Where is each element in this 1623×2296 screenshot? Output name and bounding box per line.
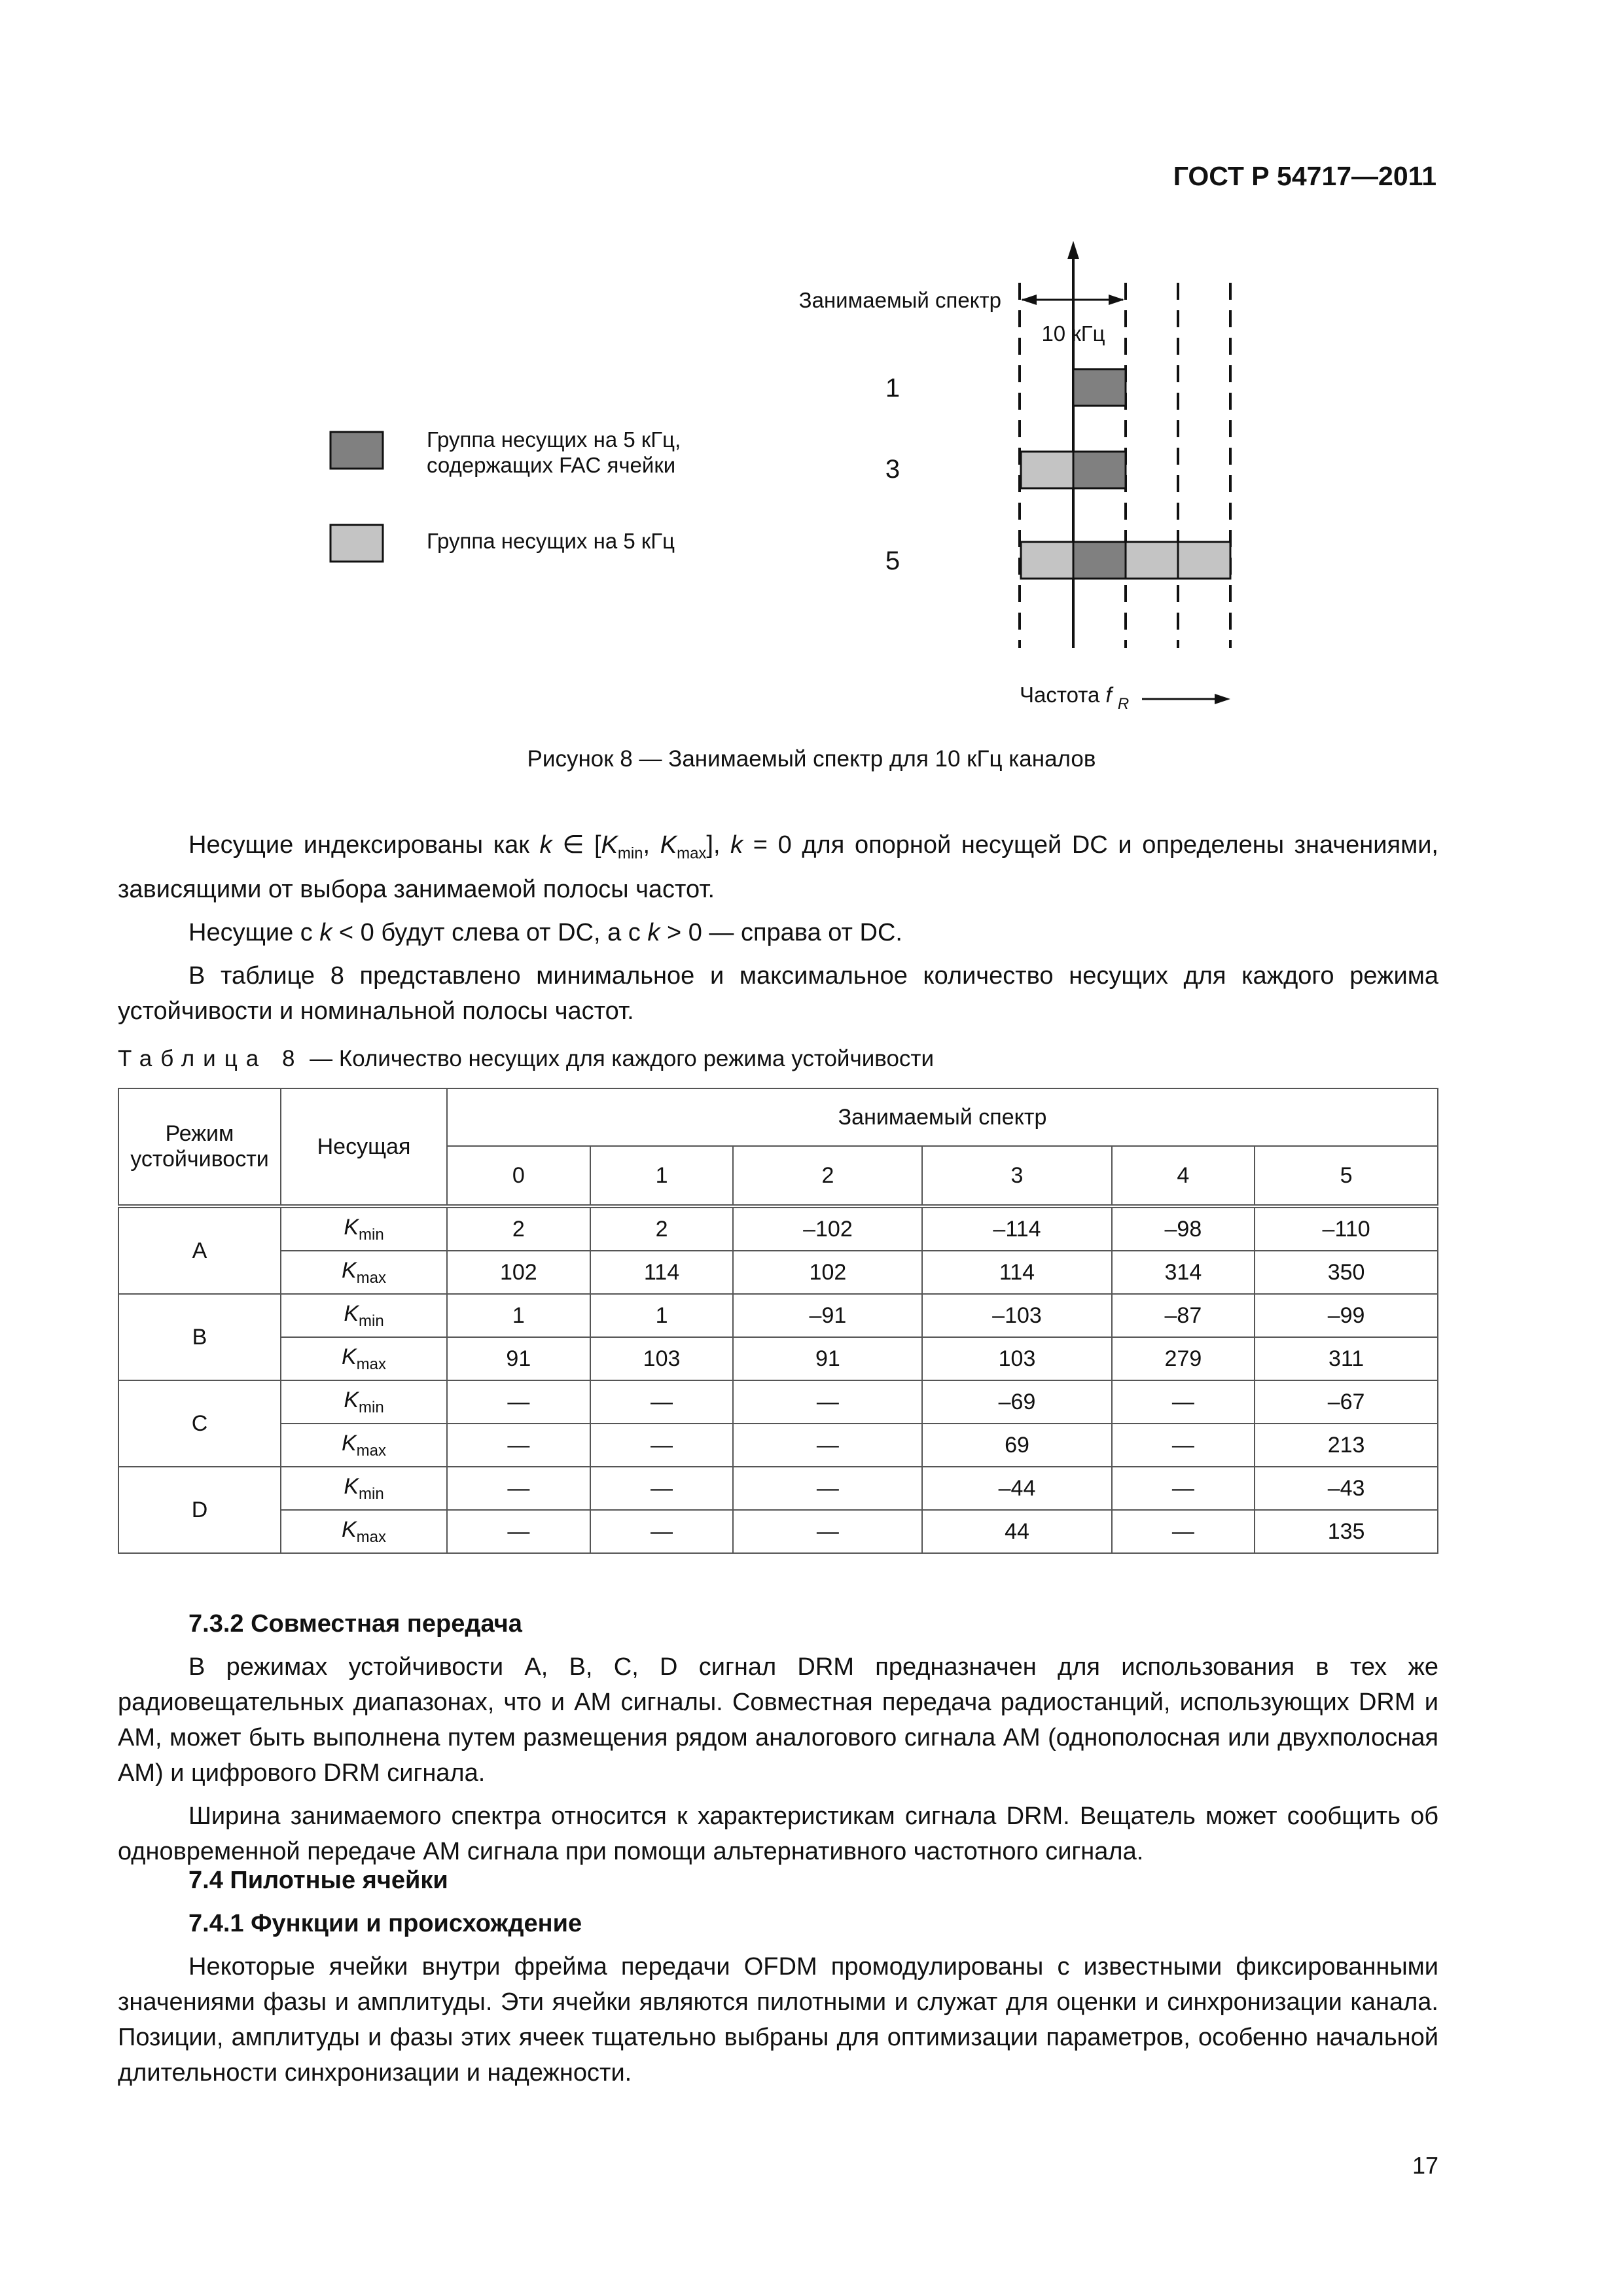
carrier-block-fac xyxy=(1073,369,1126,406)
document-code: ГОСТ Р 54717—2011 xyxy=(1173,161,1436,191)
table-row xyxy=(118,1510,1438,1553)
table-row xyxy=(118,1251,1438,1294)
table-cell: 102 xyxy=(733,1251,922,1294)
mode-cell: A xyxy=(118,1206,281,1294)
mode-cell: C xyxy=(118,1380,281,1467)
table-cell: 103 xyxy=(590,1337,734,1380)
table-cell: 1 xyxy=(590,1294,734,1337)
table-cell: 311 xyxy=(1255,1337,1438,1380)
table-cell: –44 xyxy=(922,1467,1111,1510)
vertical-axis-arrow xyxy=(1067,241,1079,259)
legend-fac-line1: Группа несущих на 5 кГц, xyxy=(427,427,681,452)
table-cell: 69 xyxy=(922,1424,1111,1467)
table-cell: 114 xyxy=(922,1251,1111,1294)
carriers-table xyxy=(118,1088,1438,1554)
mode-cell: D xyxy=(118,1467,281,1553)
table-cell: 102 xyxy=(447,1251,590,1294)
table-cell: 279 xyxy=(1112,1337,1255,1380)
header-carrier: Несущая xyxy=(281,1088,447,1206)
table-cell: 114 xyxy=(590,1251,734,1294)
table-cell: –91 xyxy=(733,1294,922,1337)
table-cell: 2 xyxy=(590,1206,734,1251)
frequency-axis-label: Частота f $_R$ xyxy=(1020,683,1130,713)
table-cell: 1 xyxy=(447,1294,590,1337)
table-cell: –103 xyxy=(922,1294,1111,1337)
table-cell: — xyxy=(590,1424,734,1467)
table-cell: –69 xyxy=(922,1380,1111,1424)
header-spectrum-col: 0 xyxy=(447,1146,590,1206)
paragraph-carrier-index: Несущие индексированы как k ∈ [$K_{min}$, $K_{max}$], k = 0 для опорной несущей DC и определены значениями, зависящими от выбора занимаемой полосы частот. xyxy=(118,831,1438,903)
carrier-block-plain xyxy=(1021,452,1073,488)
table-cell: 135 xyxy=(1255,1510,1438,1553)
paragraph-table-intro: В таблице 8 представлено минимальное и максимальное количество несущих для каждого режима устойчивости и номинальной полосы частот. xyxy=(118,961,1438,1025)
table-cell: 91 xyxy=(447,1337,590,1380)
paragraph-coexistence: В режимах устойчивости A, B, C, D сигнал DRM предназначен для использования в тех же радиовещательных диапазонах, что и AM сигналы. Совместная передача радиостанций, использующих DRM и AM, может быть выполнена путем размещения рядом аналогового сигнала AM (однополосная или двухполосная AM) и цифрового DRM сигнала. xyxy=(118,1653,1438,1787)
table-cell: — xyxy=(447,1510,590,1553)
carrier-block-plain xyxy=(1021,542,1073,579)
table-cell: 314 xyxy=(1112,1251,1255,1294)
table-caption: Таблица 8 — Количество несущих для каждого режима устойчивости xyxy=(118,1046,935,1071)
carrier-block-fac xyxy=(1073,452,1126,488)
table-cell: — xyxy=(1112,1467,1255,1510)
carrier-cell-kmin: $K_{min}$ xyxy=(281,1467,447,1510)
section-heading-741: 7.4.1 Функции и происхождение xyxy=(188,1910,582,1937)
table-cell: 213 xyxy=(1255,1424,1438,1467)
table-header-row xyxy=(118,1088,1438,1146)
carrier-cell-kmax: $K_{max}$ xyxy=(281,1337,447,1380)
spectrum-figure xyxy=(0,0,1623,740)
table-cell: 91 xyxy=(733,1337,922,1380)
spectrum-axis-label: Занимаемый спектр xyxy=(798,288,1001,312)
paragraph-carrier-sides: Несущие с k < 0 будут слева от DC, а с k > 0 — справа от DC. xyxy=(188,918,902,946)
figure-caption: Рисунок 8 — Занимаемый спектр для 10 кГц каналов xyxy=(527,746,1096,772)
bandwidth-label: 10 кГц xyxy=(1041,321,1105,346)
carrier-block-plain xyxy=(1126,542,1178,579)
frequency-arrow-head xyxy=(1215,694,1230,704)
legend-swatch-fac xyxy=(330,432,383,469)
header-spectrum-col: 4 xyxy=(1112,1146,1255,1206)
carrier-cell-kmin: $K_{min}$ xyxy=(281,1380,447,1424)
table-cell: –87 xyxy=(1112,1294,1255,1337)
paragraph-bandwidth: Ширина занимаемого спектра относится к характеристикам сигнала DRM. Вещатель может сообщить об одновременной передаче AM сигнала при помощи альтернативного частотного сигнала. xyxy=(118,1803,1438,1865)
carrier-block-fac xyxy=(1073,542,1126,579)
table-cell: — xyxy=(447,1467,590,1510)
table-cell: –102 xyxy=(733,1206,922,1251)
table-row xyxy=(118,1424,1438,1467)
intro-paragraphs xyxy=(118,827,1438,1037)
bandwidth-arrow-left xyxy=(1021,295,1037,305)
carrier-cell-kmax: $K_{max}$ xyxy=(281,1510,447,1553)
table-row xyxy=(118,1206,1438,1251)
legend-swatch-plain xyxy=(330,525,383,562)
header-spectrum-col: 1 xyxy=(590,1146,734,1206)
header-spectrum-col: 2 xyxy=(733,1146,922,1206)
section-732-body xyxy=(118,1649,1438,1877)
carrier-cell-kmin: $K_{min}$ xyxy=(281,1294,447,1337)
table-cell: –98 xyxy=(1112,1206,1255,1251)
table-cell: — xyxy=(733,1424,922,1467)
table-cell: — xyxy=(590,1467,734,1510)
table-row xyxy=(118,1467,1438,1510)
table-cell: — xyxy=(733,1380,922,1424)
page-number: 17 xyxy=(1412,2152,1438,2179)
table-cell: 2 xyxy=(447,1206,590,1251)
table-cell: — xyxy=(447,1380,590,1424)
mode-cell: B xyxy=(118,1294,281,1380)
table-cell: 103 xyxy=(922,1337,1111,1380)
carrier-cell-kmin: $K_{min}$ xyxy=(281,1206,447,1251)
row-label-5: 5 xyxy=(885,547,901,575)
section-741-body xyxy=(118,1949,1438,2098)
bandwidth-arrow-right xyxy=(1109,295,1124,305)
table-row xyxy=(118,1337,1438,1380)
carrier-cell-kmax: $K_{max}$ xyxy=(281,1251,447,1294)
table-cell: –67 xyxy=(1255,1380,1438,1424)
header-mode: Режим устойчивости xyxy=(118,1088,281,1206)
carrier-cell-kmax: $K_{max}$ xyxy=(281,1424,447,1467)
table-cell: — xyxy=(447,1424,590,1467)
table-cell: 44 xyxy=(922,1510,1111,1553)
paragraph-pilot-cells: Некоторые ячейки внутри фрейма передачи OFDM промодулированы с известными фиксированными значениями фазы и амплитуды. Эти ячейки являются пилотными и служат для оценки и синхронизации канала. Позиции, амплитуды и фазы этих ячеек тщательно выбраны для оптимизации параметров, особенно начальной длительности синхронизации и надежности. xyxy=(118,1953,1438,2087)
table-row xyxy=(118,1294,1438,1337)
table-cell: — xyxy=(590,1510,734,1553)
table-cell: –110 xyxy=(1255,1206,1438,1251)
header-spectrum-col: 5 xyxy=(1255,1146,1438,1206)
header-spectrum-col: 3 xyxy=(922,1146,1111,1206)
table-cell: 350 xyxy=(1255,1251,1438,1294)
carrier-block-plain xyxy=(1178,542,1230,579)
legend-fac-line2: содержащих FAC ячейки xyxy=(427,453,676,477)
table-cell: — xyxy=(733,1510,922,1553)
table-cell: — xyxy=(590,1380,734,1424)
table-cell: — xyxy=(1112,1380,1255,1424)
section-heading-732: 7.3.2 Совместная передача xyxy=(188,1610,522,1638)
table-cell: — xyxy=(733,1467,922,1510)
header-spectrum: Занимаемый спектр xyxy=(447,1088,1438,1146)
table-cell: –43 xyxy=(1255,1467,1438,1510)
legend-plain-line1: Группа несущих на 5 кГц xyxy=(427,529,675,553)
row-label-3: 3 xyxy=(885,455,901,484)
section-heading-74: 7.4 Пилотные ячейки xyxy=(188,1867,448,1894)
table-cell: — xyxy=(1112,1424,1255,1467)
table-cell: –114 xyxy=(922,1206,1111,1251)
table-cell: — xyxy=(1112,1510,1255,1553)
row-label-1: 1 xyxy=(885,374,901,403)
table-cell: –99 xyxy=(1255,1294,1438,1337)
table-row xyxy=(118,1380,1438,1424)
